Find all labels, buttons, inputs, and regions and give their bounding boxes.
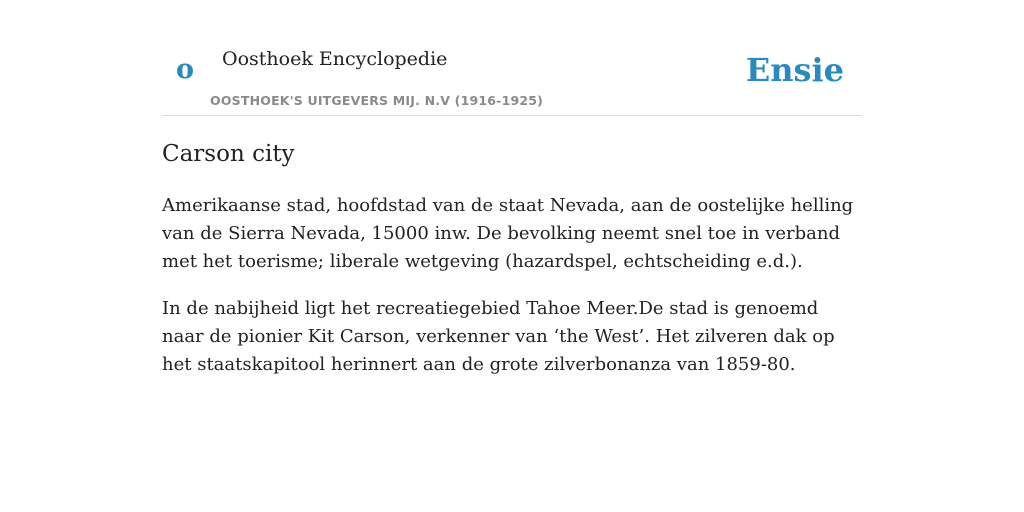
encyclopedia-header bbox=[162, 30, 862, 116]
ensie-logo-link[interactable]: Ensie bbox=[745, 51, 844, 89]
publisher-label: OOSTHOEK'S UITGEVERS MIJ. N.V (1916-1925) bbox=[210, 93, 544, 108]
article-title: Carson city bbox=[162, 141, 295, 167]
oosthoek-logo[interactable]: o bbox=[176, 54, 195, 85]
article-paragraph: In de nabijheid ligt het recreatiegebied Tahoe Meer.De stad is genoemd naar de pionier Kit Carson, verkenner van ‘the West’. Het zilveren dak op het staatskapitool herinnert aan de grote zilverbonanza van 1859-80. bbox=[162, 298, 835, 375]
article bbox=[162, 136, 862, 379]
encyclopedia-title-link[interactable]: Oosthoek Encyclopedie bbox=[222, 48, 448, 70]
article-paragraph: Amerikaanse stad, hoofdstad van de staat Nevada, aan de oostelijke helling van de Sierra Nevada, 15000 inw. De bevolking neemt snel toe in verband met het toerisme; liberale wetgeving (hazardspel, echtscheiding e.d.). bbox=[162, 195, 854, 272]
